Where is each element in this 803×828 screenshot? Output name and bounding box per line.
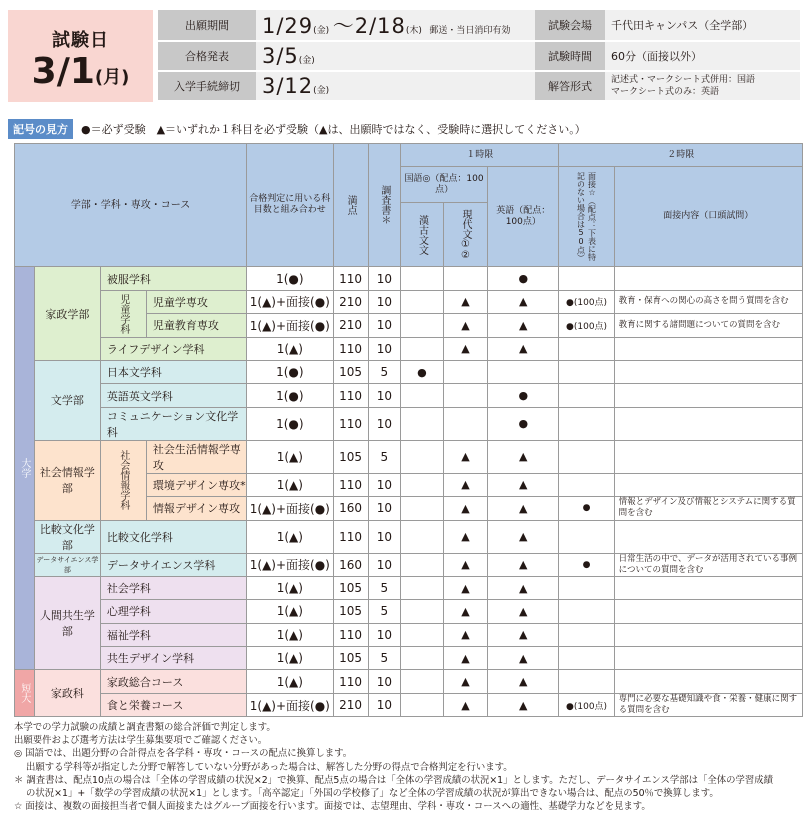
mark-cell: ▲ [488, 473, 559, 496]
th-english: 英語（配点：100点） [488, 167, 559, 267]
mark-cell: ▲ [488, 497, 559, 520]
th-combo: 合格判定に用いる科目数と組み合わせ [247, 144, 333, 267]
mark-cell: ▲ [488, 337, 559, 360]
full-score: 105 [333, 600, 368, 623]
th-mensetsu: 面接☆（配点：下表に特記のない場合は50点） [559, 167, 614, 267]
mark-cell [401, 384, 444, 407]
info-key: 試験会場 [535, 10, 605, 41]
mark-cell [559, 337, 614, 360]
mark-cell [401, 337, 444, 360]
sub-dept [100, 290, 146, 337]
info-value: 60分（面接以外） [605, 41, 800, 71]
full-score: 110 [333, 623, 368, 646]
table-row [15, 600, 803, 623]
mark-cell: ● [559, 497, 614, 520]
note-line: 出願する学科等が指定した分野で解答していない分野があった場合は、解答した分野の得点で合格判定を行います。 [26, 761, 513, 773]
faculty-name: 家政学部 [34, 267, 100, 361]
exam-day-big [8, 52, 153, 98]
interview-content [614, 337, 802, 360]
mark-cell: ▲ [443, 670, 487, 693]
mark-cell: ▲ [443, 693, 487, 716]
full-score: 105 [333, 440, 368, 473]
mark-cell [401, 440, 444, 473]
mark-cell [401, 473, 444, 496]
full-score: 160 [333, 497, 368, 520]
full-score: 105 [333, 360, 368, 383]
th-kokugo: 国語◎（配点：100点） [401, 167, 488, 203]
full-score: 160 [333, 553, 368, 576]
faculty-name: 比較文化学部 [34, 520, 100, 553]
interview-content: 教育・保育への関心の高さを問う質問を含む [614, 290, 802, 313]
dept-name: データサイエンス学科 [100, 553, 246, 576]
chosa-score: 10 [368, 693, 400, 716]
interview-content [614, 670, 802, 693]
info-key: 解答形式 [535, 71, 605, 101]
chosa-score: 5 [368, 600, 400, 623]
faculty-name: 人間共生学部 [34, 576, 100, 670]
mark-cell: ▲ [488, 290, 559, 313]
mark-cell [488, 360, 559, 383]
exam-table [14, 143, 803, 717]
chosa-score: 10 [368, 497, 400, 520]
category-label: 大学 [18, 458, 30, 479]
mark-cell: ▲ [488, 576, 559, 599]
note-line: ☆ 面接は、複数の面接担当者で個人面接またはグループ面接を行います。面接では、志望理由、学科・専攻・コースへの適性、基礎学力などを見ます。 [14, 801, 651, 813]
mark-cell [401, 267, 444, 290]
mark-cell: ▲ [443, 576, 487, 599]
mark-cell: ▲ [488, 314, 559, 337]
mark-cell [401, 647, 444, 670]
dept-name: 児童学専攻 [146, 290, 246, 313]
chosa-score: 10 [368, 623, 400, 646]
mark-cell: ▲ [488, 647, 559, 670]
sub-dept-label: 社会情報学科 [117, 450, 129, 511]
interview-content [614, 384, 802, 407]
interview-content [614, 267, 802, 290]
category-tandai [15, 670, 35, 717]
combo-cell: 1(▲)+面接(●) [247, 553, 333, 576]
interview-content: 日常生活の中で、データが活用されている事例についての質問を含む [614, 553, 802, 576]
mark-cell [559, 360, 614, 383]
mark-cell [559, 623, 614, 646]
combo-cell: 1(▲) [247, 647, 333, 670]
exam-info-table [158, 10, 800, 102]
chosa-score: 10 [368, 553, 400, 576]
mark-cell [559, 473, 614, 496]
dept-name: 共生デザイン学科 [100, 647, 246, 670]
mark-cell: ● [559, 553, 614, 576]
full-score: 110 [333, 473, 368, 496]
chosa-score: 10 [368, 314, 400, 337]
dept-name: 家政総合コース [100, 670, 246, 693]
interview-content [614, 623, 802, 646]
interview-content: 専門に必要な基礎知識や食・栄養・健康に関する質問を含む [614, 693, 802, 716]
full-score: 210 [333, 693, 368, 716]
mark-cell [559, 647, 614, 670]
dept-name: 被服学科 [100, 267, 246, 290]
th-mensetsu-content: 面接内容（口頭試問） [614, 167, 802, 267]
combo-cell: 1(▲) [247, 623, 333, 646]
chosa-score: 10 [368, 473, 400, 496]
combo-cell: 1(▲)+面接(●) [247, 290, 333, 313]
mark-cell [401, 497, 444, 520]
mark-cell [401, 314, 444, 337]
combo-cell: 1(●) [247, 407, 333, 440]
chosa-score: 5 [368, 647, 400, 670]
combo-cell: 1(▲) [247, 600, 333, 623]
mark-cell [443, 267, 487, 290]
legend-text: ●＝必ず受験 ▲＝いずれか１科目を必ず受験（▲は、出願時ではなく、受験時に選択してください。） [81, 123, 586, 136]
combo-cell: 1(▲)+面接(●) [247, 497, 333, 520]
dept-name: 比較文化学科 [100, 520, 246, 553]
interview-content: 教育に関する諸問題についての質問を含む [614, 314, 802, 337]
mark-cell: ●(100点) [559, 290, 614, 313]
mark-cell: ▲ [443, 520, 487, 553]
th-full: 満点 [333, 144, 368, 267]
exam-day-date: 3/1 [31, 51, 95, 92]
info-value: 3/12(金) [256, 71, 535, 101]
mark-cell [559, 576, 614, 599]
full-score: 110 [333, 384, 368, 407]
table-row [15, 337, 803, 360]
full-score: 210 [333, 290, 368, 313]
faculty-name: 家政科 [34, 670, 100, 717]
chosa-score: 10 [368, 267, 400, 290]
mark-cell [443, 384, 487, 407]
th-dept: 学部・学科・専攻・コース [15, 144, 247, 267]
legend-tag: 記号の見方 [8, 119, 73, 139]
chosa-score: 10 [368, 670, 400, 693]
faculty-name: 社会情報学部 [34, 440, 100, 520]
mark-cell: ▲ [443, 497, 487, 520]
info-key: 試験時間 [535, 41, 605, 71]
interview-content [614, 407, 802, 440]
mark-cell [443, 407, 487, 440]
dept-name: 福祉学科 [100, 623, 246, 646]
combo-cell: 1(▲)+面接(●) [247, 314, 333, 337]
full-score: 110 [333, 670, 368, 693]
table-row [15, 440, 803, 473]
full-score: 110 [333, 407, 368, 440]
legend [8, 119, 586, 139]
info-key: 入学手続締切 [158, 71, 256, 101]
note-line: ＊ 調査書は、配点10点の場合は「全体の学習成績の状況×2」で換算、配点5点の場合は「全体の学習成績の状況×1」とします。ただし、データサイエンス学部は「全体の学習成績 [14, 774, 773, 786]
mark-cell [559, 670, 614, 693]
full-score: 210 [333, 314, 368, 337]
mark-cell [401, 693, 444, 716]
dept-name: 情報デザイン専攻 [146, 497, 246, 520]
dept-name: 環境デザイン専攻* [146, 473, 246, 496]
combo-cell: 1(▲) [247, 576, 333, 599]
interview-content [614, 360, 802, 383]
th-period2: ２時限 [559, 144, 803, 167]
mark-cell: ● [401, 360, 444, 383]
note-line: 本学での学力試験の成績と調査書類の総合評価で判定します。 [14, 722, 276, 733]
mark-cell: ▲ [488, 440, 559, 473]
mark-cell: ▲ [488, 670, 559, 693]
th-chosa: 調査書＊ [368, 144, 400, 267]
chosa-score: 10 [368, 384, 400, 407]
mark-cell [401, 600, 444, 623]
mark-cell: ●(100点) [559, 693, 614, 716]
mark-cell: ● [488, 384, 559, 407]
mark-cell: ● [488, 407, 559, 440]
mark-cell: ▲ [443, 647, 487, 670]
exam-day-week: (月) [94, 67, 130, 88]
mark-cell: ▲ [443, 553, 487, 576]
combo-cell: 1(▲) [247, 473, 333, 496]
dept-name: 児童教育専攻 [146, 314, 246, 337]
interview-content [614, 473, 802, 496]
table-row [15, 407, 803, 440]
note-line: ◎ 国語では、出題分野の合計得点を各学科・専攻・コースの配点に換算します。 [14, 748, 353, 760]
dept-name: 英語英文学科 [100, 384, 246, 407]
table-row [15, 290, 803, 313]
mark-cell: ▲ [443, 337, 487, 360]
info-value: 3/5(金) [256, 41, 535, 71]
dept-name: ライフデザイン学科 [100, 337, 246, 360]
mark-cell: ▲ [443, 290, 487, 313]
chosa-score: 10 [368, 407, 400, 440]
dept-name: 日本文学科 [100, 360, 246, 383]
combo-cell: 1(●) [247, 360, 333, 383]
dept-name: コミュニケーション文化学科 [100, 407, 246, 440]
footnotes [14, 721, 794, 813]
full-score: 105 [333, 647, 368, 670]
mark-cell: ▲ [488, 553, 559, 576]
interview-content [614, 647, 802, 670]
mark-cell [401, 670, 444, 693]
info-key: 出願期間 [158, 10, 256, 41]
mark-cell: ▲ [443, 600, 487, 623]
chosa-score: 5 [368, 360, 400, 383]
sub-dept [100, 440, 146, 520]
th-kanko: 漢古文文 [401, 203, 444, 267]
chosa-score: 5 [368, 576, 400, 599]
mark-cell: ▲ [488, 623, 559, 646]
mark-cell: ▲ [443, 440, 487, 473]
faculty-name: 文学部 [34, 360, 100, 440]
full-score: 110 [333, 337, 368, 360]
interview-content: 情報とデザイン及び情報とシステムに関する質問を含む [614, 497, 802, 520]
chosa-score: 5 [368, 440, 400, 473]
note-line: の状況×1」+「数学の学習成績の状況×1」とします。「高卒認定」「外国の学校修了」など全体の学習成績の状況が算出できない場合は、配点の50％で換算します。 [26, 788, 719, 800]
mark-cell [559, 600, 614, 623]
mark-cell [443, 360, 487, 383]
chosa-score: 10 [368, 520, 400, 553]
full-score: 110 [333, 520, 368, 553]
table-row [15, 520, 803, 553]
mark-cell: ▲ [488, 600, 559, 623]
mark-cell [559, 384, 614, 407]
mark-cell: ▲ [488, 520, 559, 553]
mark-cell: ● [488, 267, 559, 290]
full-score: 105 [333, 576, 368, 599]
category-label: 短大 [18, 683, 30, 704]
mark-cell [401, 623, 444, 646]
table-row [15, 647, 803, 670]
th-period1: １時限 [401, 144, 559, 167]
table-row [15, 553, 803, 576]
th-gendai: 現代文①② [443, 203, 487, 267]
full-score: 110 [333, 267, 368, 290]
interview-content [614, 520, 802, 553]
mark-cell [401, 576, 444, 599]
combo-cell: 1(▲) [247, 520, 333, 553]
sub-dept-label: 児童学科 [117, 293, 129, 334]
combo-cell: 1(●) [247, 267, 333, 290]
combo-cell: 1(●) [247, 384, 333, 407]
table-row [15, 384, 803, 407]
mark-cell [559, 267, 614, 290]
info-value: 千代田キャンパス（全学部） [605, 10, 800, 41]
interview-content [614, 576, 802, 599]
chosa-score: 10 [368, 290, 400, 313]
combo-cell: 1(▲)+面接(●) [247, 693, 333, 716]
mark-cell [559, 440, 614, 473]
interview-content [614, 600, 802, 623]
mark-cell: ▲ [443, 473, 487, 496]
note-line: 出願要件および選考方法は学生募集要項でご確認ください。 [14, 735, 268, 747]
chosa-score: 10 [368, 337, 400, 360]
mark-cell: ▲ [488, 693, 559, 716]
info-value: 1/29(金) ～2/18(木) 郵送・当日消印有効 [256, 10, 535, 41]
combo-cell: 1(▲) [247, 670, 333, 693]
mark-cell: ●(100点) [559, 314, 614, 337]
table-row [15, 360, 803, 383]
mark-cell [401, 290, 444, 313]
dept-name: 社会生活情報学専攻 [146, 440, 246, 473]
mark-cell [401, 553, 444, 576]
interview-content [614, 440, 802, 473]
mark-cell: ▲ [443, 623, 487, 646]
dept-name: 心理学科 [100, 600, 246, 623]
mark-cell [401, 520, 444, 553]
exam-day-label: 試験日 [52, 30, 109, 51]
table-row [15, 670, 803, 693]
exam-date-box [8, 10, 153, 102]
info-value: 記述式・マークシート式併用：国語 マークシート式のみ：英語 [605, 71, 800, 101]
mark-cell [559, 407, 614, 440]
mark-cell: ▲ [443, 314, 487, 337]
faculty-name: データサイエンス学部 [34, 553, 100, 576]
exam-header [0, 0, 803, 104]
table-row [15, 693, 803, 716]
dept-name: 食と栄養コース [100, 693, 246, 716]
dept-name: 社会学科 [100, 576, 246, 599]
category-univ [15, 267, 35, 670]
info-key: 合格発表 [158, 41, 256, 71]
table-row [15, 267, 803, 290]
combo-cell: 1(▲) [247, 337, 333, 360]
table-row [15, 576, 803, 599]
table-row [15, 623, 803, 646]
mark-cell [401, 407, 444, 440]
mark-cell [559, 520, 614, 553]
combo-cell: 1(▲) [247, 440, 333, 473]
